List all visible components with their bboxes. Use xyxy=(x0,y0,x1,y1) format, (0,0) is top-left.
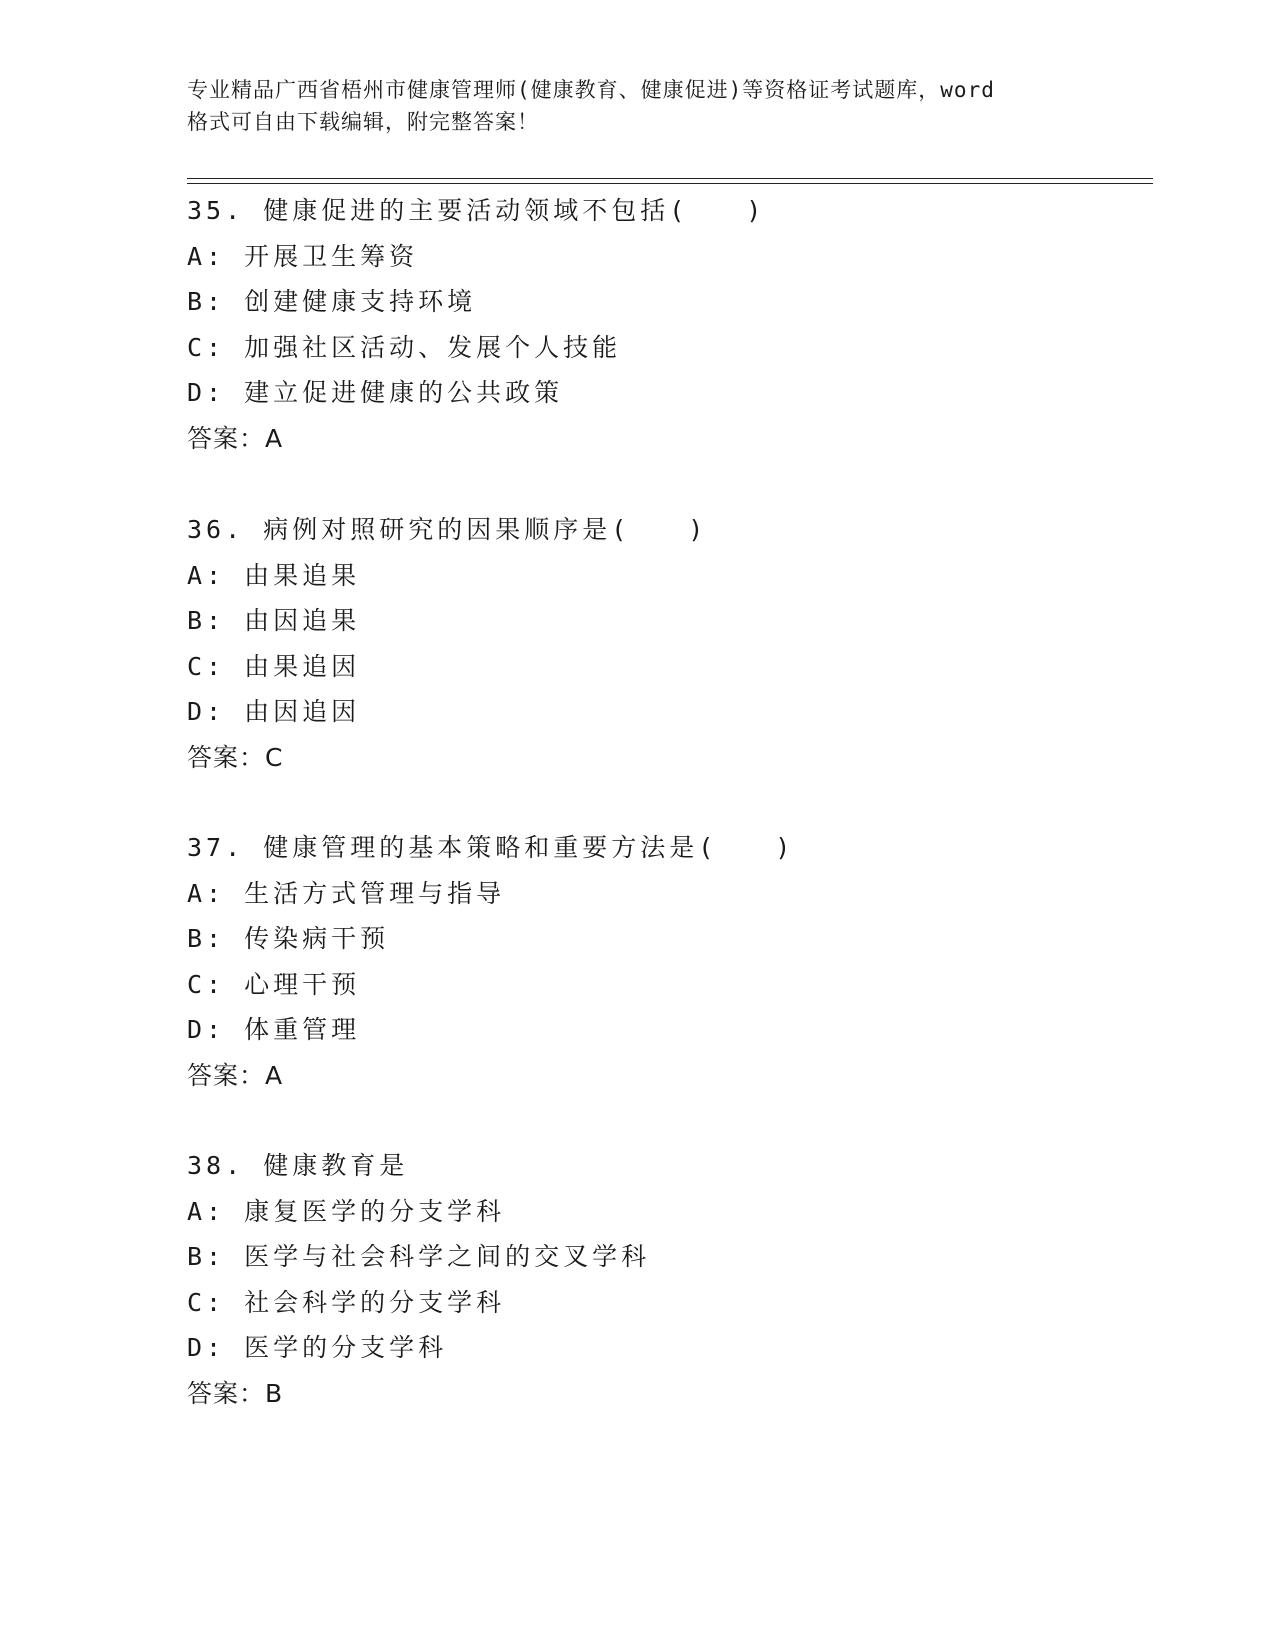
question-36 xyxy=(187,507,1087,781)
option-b: B: 传染病干预 xyxy=(187,924,390,954)
answer-line: 答案：C xyxy=(187,742,284,772)
question-stem: 37. 健康管理的基本策略和重要方法是( ) xyxy=(187,833,795,862)
option-d: D: 医学的分支学科 xyxy=(187,1333,448,1363)
option-c: C: 加强社区活动、发展个人技能 xyxy=(187,332,622,362)
option-b: B: 创建健康支持环境 xyxy=(187,287,477,317)
option-d: D: 体重管理 xyxy=(187,1015,361,1045)
question-stem: 38. 健康教育是 xyxy=(187,1151,409,1180)
option-b: B: 医学与社会科学之间的交叉学科 xyxy=(187,1242,651,1272)
option-d: D: 建立促进健康的公共政策 xyxy=(187,378,564,408)
option-c: C: 由果追因 xyxy=(187,651,361,681)
option-a: A: 开展卫生筹资 xyxy=(187,241,419,271)
option-a: A: 由果追果 xyxy=(187,560,361,590)
question-stem: 35. 健康促进的主要活动领域不包括( ) xyxy=(187,196,766,225)
option-a: A: 生活方式管理与指导 xyxy=(187,878,506,908)
question-38 xyxy=(187,1143,1087,1417)
answer-line: 答案：A xyxy=(187,1060,284,1090)
question-35 xyxy=(187,188,1087,462)
option-a: A: 康复医学的分支学科 xyxy=(187,1196,506,1226)
header-divider-top xyxy=(187,178,1153,179)
answer-line: 答案：B xyxy=(187,1378,284,1408)
option-b: B: 由因追果 xyxy=(187,606,361,636)
answer-line: 答案：A xyxy=(187,423,284,453)
option-c: C: 社会科学的分支学科 xyxy=(187,1287,506,1317)
option-d: D: 由因追因 xyxy=(187,697,361,727)
header-line-2: 格式可自由下载编辑，附完整答案！ xyxy=(187,110,539,134)
document-header xyxy=(187,74,1087,138)
header-divider-bottom xyxy=(187,183,1153,184)
question-37 xyxy=(187,825,1087,1099)
question-stem: 36. 病例对照研究的因果顺序是( ) xyxy=(187,515,708,544)
option-c: C: 心理干预 xyxy=(187,969,361,999)
header-line-1: 专业精品广西省梧州市健康管理师(健康教育、健康促进)等资格证考试题库，word xyxy=(187,78,995,102)
